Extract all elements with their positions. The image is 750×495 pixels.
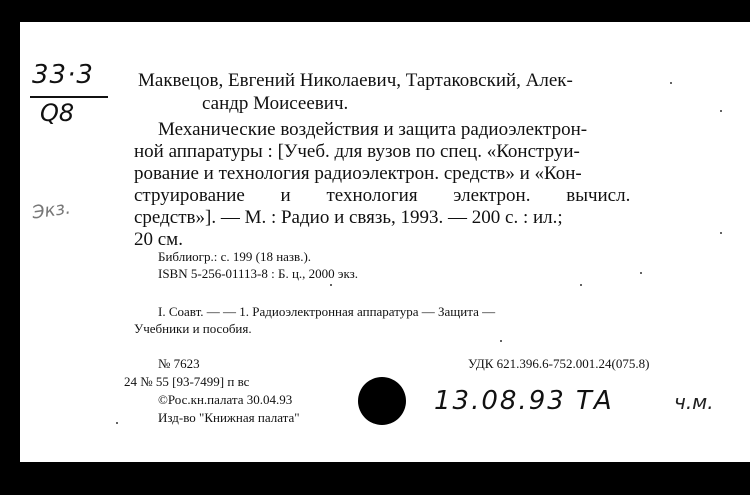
publisher-line: Изд-во "Книжная палата" xyxy=(158,410,300,425)
registration-number: № 7623 xyxy=(158,356,200,371)
speck xyxy=(116,422,118,424)
speck xyxy=(720,232,722,234)
main-entry-line-1: Маквецов, Евгений Николаевич, Тартаковский, Алек- xyxy=(138,70,573,91)
tracings-line-2: Учебники и пособия. xyxy=(134,321,252,336)
speck xyxy=(500,340,502,342)
description-line-6: 20 см. xyxy=(134,229,183,250)
ink-blot xyxy=(358,377,406,425)
margin-note: Экз. xyxy=(30,197,73,224)
handwritten-extra: ч.м. xyxy=(674,390,714,414)
speck xyxy=(720,110,722,112)
tracings-line-1: I. Соавт. — — 1. Радиоэлектронная аппаратура — Защита — xyxy=(158,304,496,319)
speck xyxy=(330,284,332,286)
speck xyxy=(580,284,582,286)
main-entry-line-2: сандр Моисеевич. xyxy=(202,93,349,114)
description-line-5: средств»]. — М. : Радио и связь, 1993. — 200 с. : ил.; xyxy=(134,207,563,228)
description-line-4: струирование и технология электрон. вычисл. xyxy=(134,185,631,206)
speck xyxy=(640,272,642,274)
speck xyxy=(670,82,672,84)
description-line-2: ной аппаратуры : [Учеб. для вузов по спец. «Конструи- xyxy=(134,141,580,162)
description-line-3: рование и технология радиоэлектрон. средств» и «Кон- xyxy=(134,163,582,184)
registration-line-2: 24 № 55 [93-7499] п вс xyxy=(124,374,250,389)
handwritten-date: 13.08.93 ТА xyxy=(434,386,614,416)
book-chamber-line: ©Рос.кн.палата 30.04.93 xyxy=(158,392,293,407)
udc-code: УДК 621.396.6-752.001.24(075.8) xyxy=(468,356,650,371)
description-line-1: Механические воздействия и защита радиоэлектрон- xyxy=(158,119,588,140)
note-isbn: ISBN 5-256-01113-8 : Б. ц., 2000 экз. xyxy=(158,266,359,281)
call-number-bottom: Q8 xyxy=(40,99,75,127)
call-number-divider xyxy=(30,96,108,98)
note-bibliography: Библиогр.: с. 199 (18 назв.). xyxy=(158,249,312,264)
catalog-card xyxy=(20,22,750,462)
call-number-top: 33·3 xyxy=(32,60,94,90)
